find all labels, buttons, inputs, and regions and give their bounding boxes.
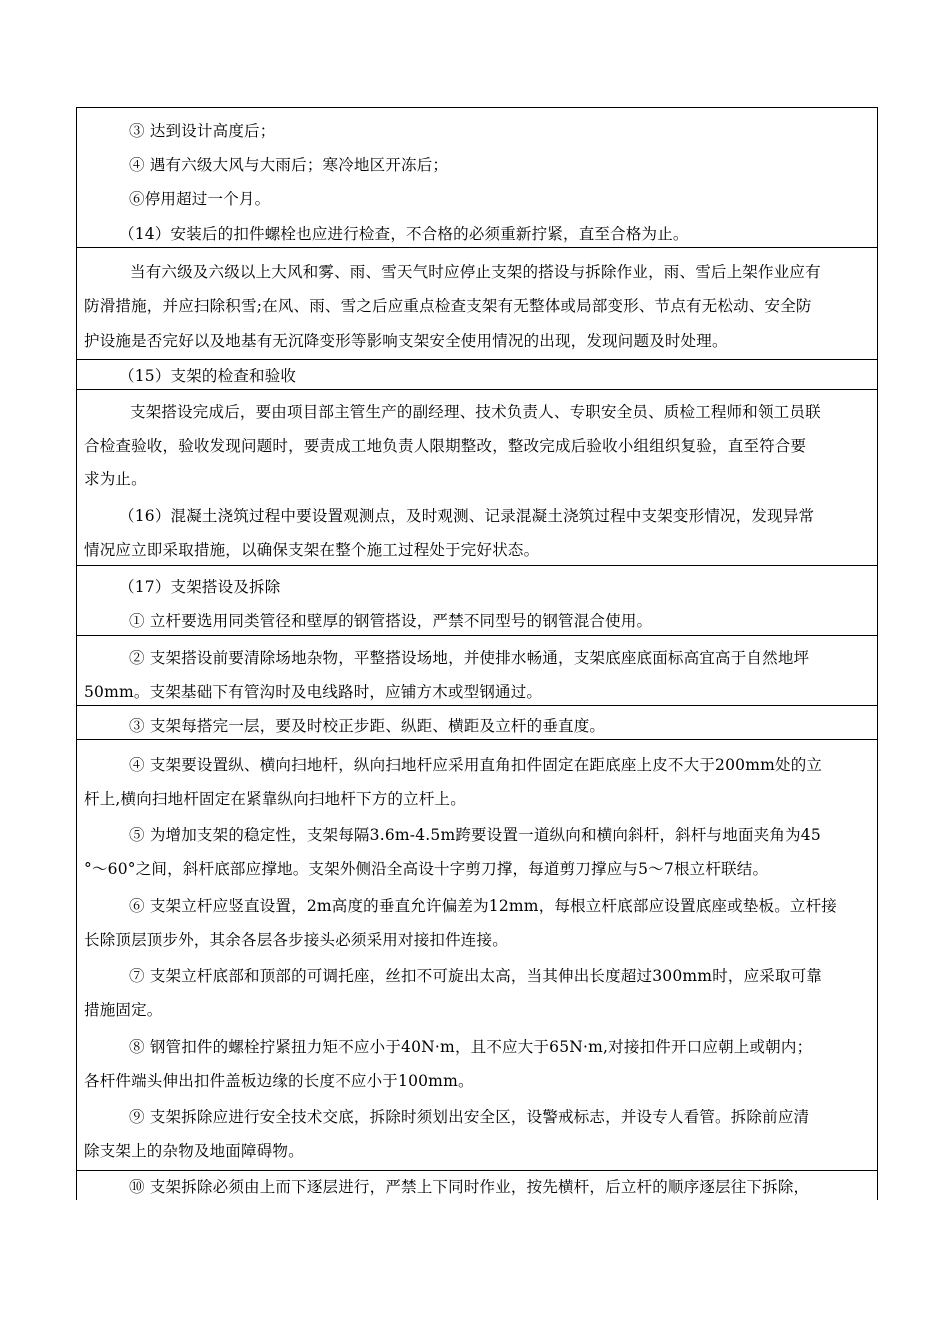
text-line: ③ 达到设计高度后； [129, 122, 276, 140]
text-line: ⑧ 钢管扣件的螺栓拧紧扭力矩不应小于40N·m，且不应大于65N·m,对接扣件开口应朝上或朝内； [129, 1038, 813, 1056]
text-line: ④ 支架要设置纵、横向扫地杆，纵向扫地杆应采用直角扣件固定在距底座上皮不大于200mm处的立 [129, 756, 823, 774]
text-line: 情况应立即采取措施，以确保支架在整个施工过程处于完好状态。 [84, 541, 540, 559]
text-line: ③ 支架每搭完一层，要及时校正步距、纵距、横距及立杆的垂直度。 [129, 717, 606, 735]
text-line: 50mm。支架基础下有管沟时及电线路时，应铺方木或型钢通过。 [84, 683, 543, 701]
text-line: 长除顶层顶步外，其余各层各步接头必须采用对接扣件连接。 [84, 931, 508, 949]
text-line: （16）混凝土浇筑过程中要设置观测点，及时观测、记录混凝土浇筑过程中支架变形情况，发现异常 [119, 507, 815, 525]
text-line: 杆上,横向扫地杆固定在紧靠纵向扫地杆下方的立杆上。 [84, 790, 466, 808]
text-line: 合检查验收，验收发现问题时，要责成工地负责人限期整改，整改完成后验收小组组织复验，直至符合要 [84, 437, 807, 455]
text-line: ④ 遇有六级大风与大雨后；寒冷地区开冻后； [129, 156, 449, 174]
text-line: ② 支架搭设前要清除场地杂物，平整搭设场地，并使排水畅通，支架底座底面标高宜高于自然地坪 [129, 649, 810, 667]
text-line: （14）安装后的扣件螺栓也应进行检查，不合格的必须重新拧紧，直至合格为止。 [119, 225, 689, 243]
text-line: ⑥ 支架立杆应竖直设置，2m高度的垂直允许偏差为12mm，每根立杆底部应设置底座或垫板。立杆接 [129, 897, 838, 915]
text-line: 措施固定。 [84, 1001, 163, 1019]
text-line: 各杆件端头伸出扣件盖板边缘的长度不应小于100mm。 [84, 1072, 474, 1090]
text-line: °～60°之间，斜杆底部应撑地。支架外侧沿全高设十字剪刀撑，每道剪刀撑应与5～7根立杆联结。 [84, 860, 769, 878]
text-line: ⑨ 支架拆除应进行安全技术交底，拆除时须划出安全区，设警戒标志，并设专人看管。拆除前应清 [129, 1108, 810, 1126]
text-line: 求为止。 [84, 470, 147, 488]
text-line: ⑩ 支架拆除必须由上而下逐层进行，严禁上下同时作业，按先横杆，后立杆的顺序逐层往下拆除， [129, 1178, 810, 1196]
text-line: 支架搭设完成后，要由项目部主管生产的副经理、技术负责人、专职安全员、质检工程师和领工员联 [130, 403, 821, 421]
section-heading: （17）支架搭设及拆除 [119, 578, 281, 596]
text-line: ⑦ 支架立杆底部和顶部的可调托座，丝扣不可旋出太高，当其伸出长度超过300mm时，应采取可靠 [129, 967, 823, 985]
text-line: ⑥停用超过一个月。 [129, 190, 271, 208]
text-line: 护设施是否完好以及地基有无沉降变形等影响支架安全使用情况的出现，发现问题及时处理。 [84, 332, 728, 350]
text-line: ① 立杆要选用同类管径和壁厚的钢管搭设，严禁不同型号的钢管混合使用。 [129, 612, 653, 630]
text-line: ⑤ 为增加支架的稳定性，支架每隔3.6m-4.5m跨要设置一道纵向和横向斜杆，斜杆与地面夹角为45 [129, 826, 821, 844]
section-heading: （15）支架的检查和验收 [119, 367, 297, 385]
text-line: 除支架上的杂物及地面障碍物。 [84, 1142, 304, 1160]
text-line: 防滑措施，并应扫除积雪;在风、雨、雪之后应重点检查支架有无整体或局部变形、节点有无松动、安全防 [84, 297, 812, 315]
text-line: 当有六级及六级以上大风和雾、雨、雪天气时应停止支架的搭设与拆除作业，雨、雪后上架作业应有 [130, 263, 821, 281]
